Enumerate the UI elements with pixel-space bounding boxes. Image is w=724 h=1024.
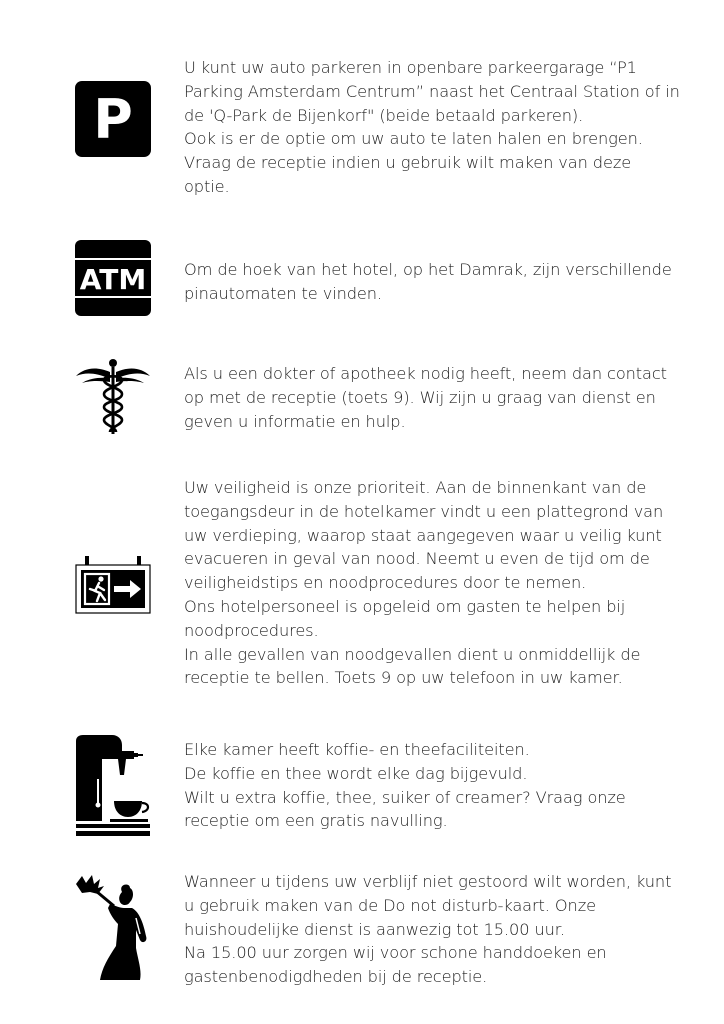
text-line: gastenbenodigdheden bij de receptie.: [184, 967, 488, 987]
text-line: veiligheidstips en noodprocedures door te nemen.: [184, 573, 587, 593]
text-line: In alle gevallen van noodgevallen dient u onmiddellijk de: [184, 644, 641, 664]
coffee-text: [184, 738, 664, 833]
text-line: Vraag de receptie indien u gebruik wilt maken van deze: [184, 153, 632, 173]
text-line: Parking Amsterdam Centrum” naast het Centraal Station of in: [184, 81, 680, 101]
text-line: Ons hotelpersoneel is opgeleid om gasten te helpen bij: [184, 596, 626, 616]
text-line: u gebruik maken van de Do not disturb-kaart. Onze: [184, 895, 596, 915]
parking-text: [184, 56, 680, 199]
text-line: Uw veiligheid is onze prioriteit. Aan de binnenkant van de: [184, 478, 647, 497]
text-line: Na 15.00 uur zorgen wij voor schone handdoeken en: [184, 943, 607, 963]
text-line: U kunt uw auto parkeren in openbare parkeergarage “P1: [184, 58, 637, 77]
atm-icon: [74, 239, 152, 317]
text-line: receptie te bellen. Toets 9 op uw telefoon in uw kamer.: [184, 668, 623, 688]
text-line: de 'Q-Park de Bijenkorf" (beide betaald parkeren).: [184, 105, 584, 125]
parking-icon: [74, 80, 152, 158]
text-line: Ook is er de optie om uw auto te laten halen en brengen.: [184, 129, 643, 149]
text-line: De koffie en thee wordt elke dag bijgevuld.: [184, 763, 528, 783]
parking-icon-letter: P: [93, 88, 133, 151]
text-line: noodprocedures.: [184, 620, 319, 640]
doctor-text: [184, 362, 667, 433]
emergency-exit-icon: [74, 556, 152, 614]
text-line: evacueren in geval van nood. Neemt u even de tijd om de: [184, 549, 650, 569]
text-line: Om de hoek van het hotel, op het Damrak, zijn verschillende: [184, 260, 672, 279]
text-line: pinautomaten te vinden.: [184, 283, 382, 303]
housekeeping-text: [184, 870, 672, 989]
text-line: geven u informatie en hulp.: [184, 411, 406, 431]
atm-text: [184, 258, 672, 306]
text-line: huishoudelijke dienst is aanwezig tot 15.00 uur.: [184, 919, 565, 939]
text-line: receptie om een gratis navulling.: [184, 811, 448, 831]
text-line: Wilt u extra koffie, thee, suiker of creamer? Vraag onze: [184, 787, 626, 807]
housekeeping-icon: [74, 874, 154, 982]
text-line: Als u een dokter of apotheek nodig heeft, neem dan contact: [184, 364, 667, 383]
text-line: Elke kamer heeft koffie- en theefaciliteiten.: [184, 740, 530, 759]
text-line: optie.: [184, 176, 230, 196]
text-line: uw verdieping, waarop staat aangegeven waar u veilig kunt: [184, 525, 662, 545]
atm-icon-label: ATM: [79, 263, 147, 296]
text-line: Wanneer u tijdens uw verblijf niet gestoord wilt worden, kunt: [184, 872, 672, 891]
safety-text: [184, 476, 664, 690]
text-line: toegangsdeur in de hotelkamer vindt u een plattegrond van: [184, 501, 664, 521]
caduceus-icon: [74, 358, 152, 436]
coffee-machine-icon: [74, 735, 154, 837]
text-line: op met de receptie (toets 9). Wij zijn u graag van dienst en: [184, 387, 656, 407]
